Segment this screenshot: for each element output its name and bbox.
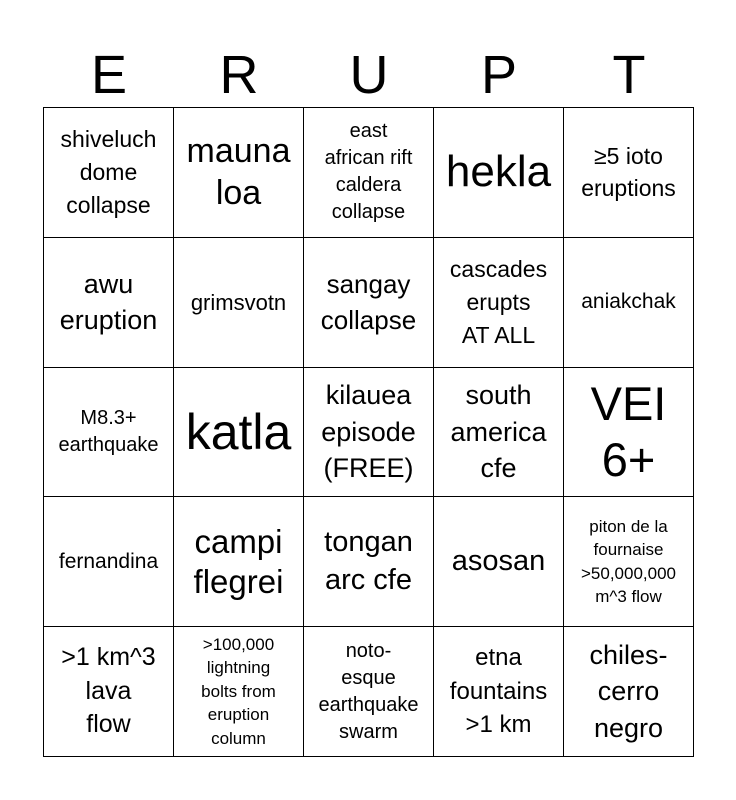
bingo-cell-r4c4[interactable] (564, 627, 694, 757)
cell-text: fernandina (58, 549, 159, 573)
cell-text: mauna loa (186, 131, 291, 213)
bingo-cell-r4c3[interactable] (434, 627, 564, 757)
header-letter-r: R (219, 45, 259, 105)
cell-text: cascades erupts AT ALL (449, 256, 548, 348)
cell-text: awu eruption (59, 268, 158, 336)
bingo-cell-r4c2[interactable] (304, 627, 434, 757)
bingo-cell-r2c0[interactable] (44, 368, 174, 498)
bingo-cell-r0c0[interactable] (44, 108, 174, 238)
bingo-cell-r0c3[interactable] (434, 108, 564, 238)
cell-text: etna fountains >1 km (449, 644, 548, 739)
header-letter-u: U (349, 45, 389, 105)
bingo-cell-r1c0[interactable] (44, 238, 174, 368)
bingo-cell-r3c3[interactable] (434, 497, 564, 627)
bingo-cell-r4c0[interactable] (44, 627, 174, 757)
bingo-cell-r3c0[interactable] (44, 497, 174, 627)
cell-text: tongan arc cfe (324, 526, 413, 596)
cell-text: hekla (445, 147, 552, 196)
bingo-cell-r0c1[interactable] (174, 108, 304, 238)
bingo-cell-r1c4[interactable] (564, 238, 694, 368)
header-letter-e: E (90, 45, 128, 105)
cell-text: >1 km^3 lava flow (61, 642, 156, 739)
cell-text: >100,000 lightning bolts from eruption column (201, 634, 276, 748)
bingo-cell-r1c2[interactable] (304, 238, 434, 368)
cell-text: grimsvotn (190, 289, 287, 315)
cell-text: M8.3+ earthquake (58, 406, 159, 456)
cell-text: katla (185, 403, 292, 460)
bingo-cell-r2c4[interactable] (564, 368, 694, 498)
bingo-cell-r0c4[interactable] (564, 108, 694, 238)
bingo-cell-r3c2[interactable] (304, 497, 434, 627)
cell-text: kilauea episode (FREE) (321, 380, 416, 484)
header-letter-t: T (612, 45, 646, 105)
cell-text: VEI 6+ (590, 376, 667, 486)
cell-text: asosan (451, 544, 546, 577)
bingo-cell-r1c3[interactable] (434, 238, 564, 368)
cell-text: shiveluch dome collapse (60, 126, 157, 218)
bingo-cell-r2c2[interactable] (304, 368, 434, 498)
cell-text: aniakchak (581, 290, 676, 314)
bingo-cell-r3c1[interactable] (174, 497, 304, 627)
cell-text: piton de la fournaise >50,000,000 m^3 flow (580, 516, 676, 607)
bingo-grid (43, 107, 694, 757)
bingo-header (44, 44, 694, 106)
bingo-cell-r2c3[interactable] (434, 368, 564, 498)
header-letter-p: P (480, 45, 518, 105)
bingo-cell-r4c1[interactable] (174, 627, 304, 757)
cell-text: east african rift caldera collapse (324, 120, 413, 224)
cell-text: chiles- cerro negro (589, 639, 668, 743)
bingo-cell-r0c2[interactable] (304, 108, 434, 238)
cell-text: ≥5 ioto eruptions (581, 142, 676, 202)
bingo-cell-r1c1[interactable] (174, 238, 304, 368)
cell-text: south america cfe (450, 380, 547, 484)
cell-text: noto- esque earthquake swarm (318, 639, 419, 743)
cell-text: sangay collapse (320, 268, 417, 336)
cell-text: campi flegrei (193, 523, 284, 600)
bingo-cell-r2c1[interactable] (174, 368, 304, 498)
bingo-cell-r3c4[interactable] (564, 497, 694, 627)
